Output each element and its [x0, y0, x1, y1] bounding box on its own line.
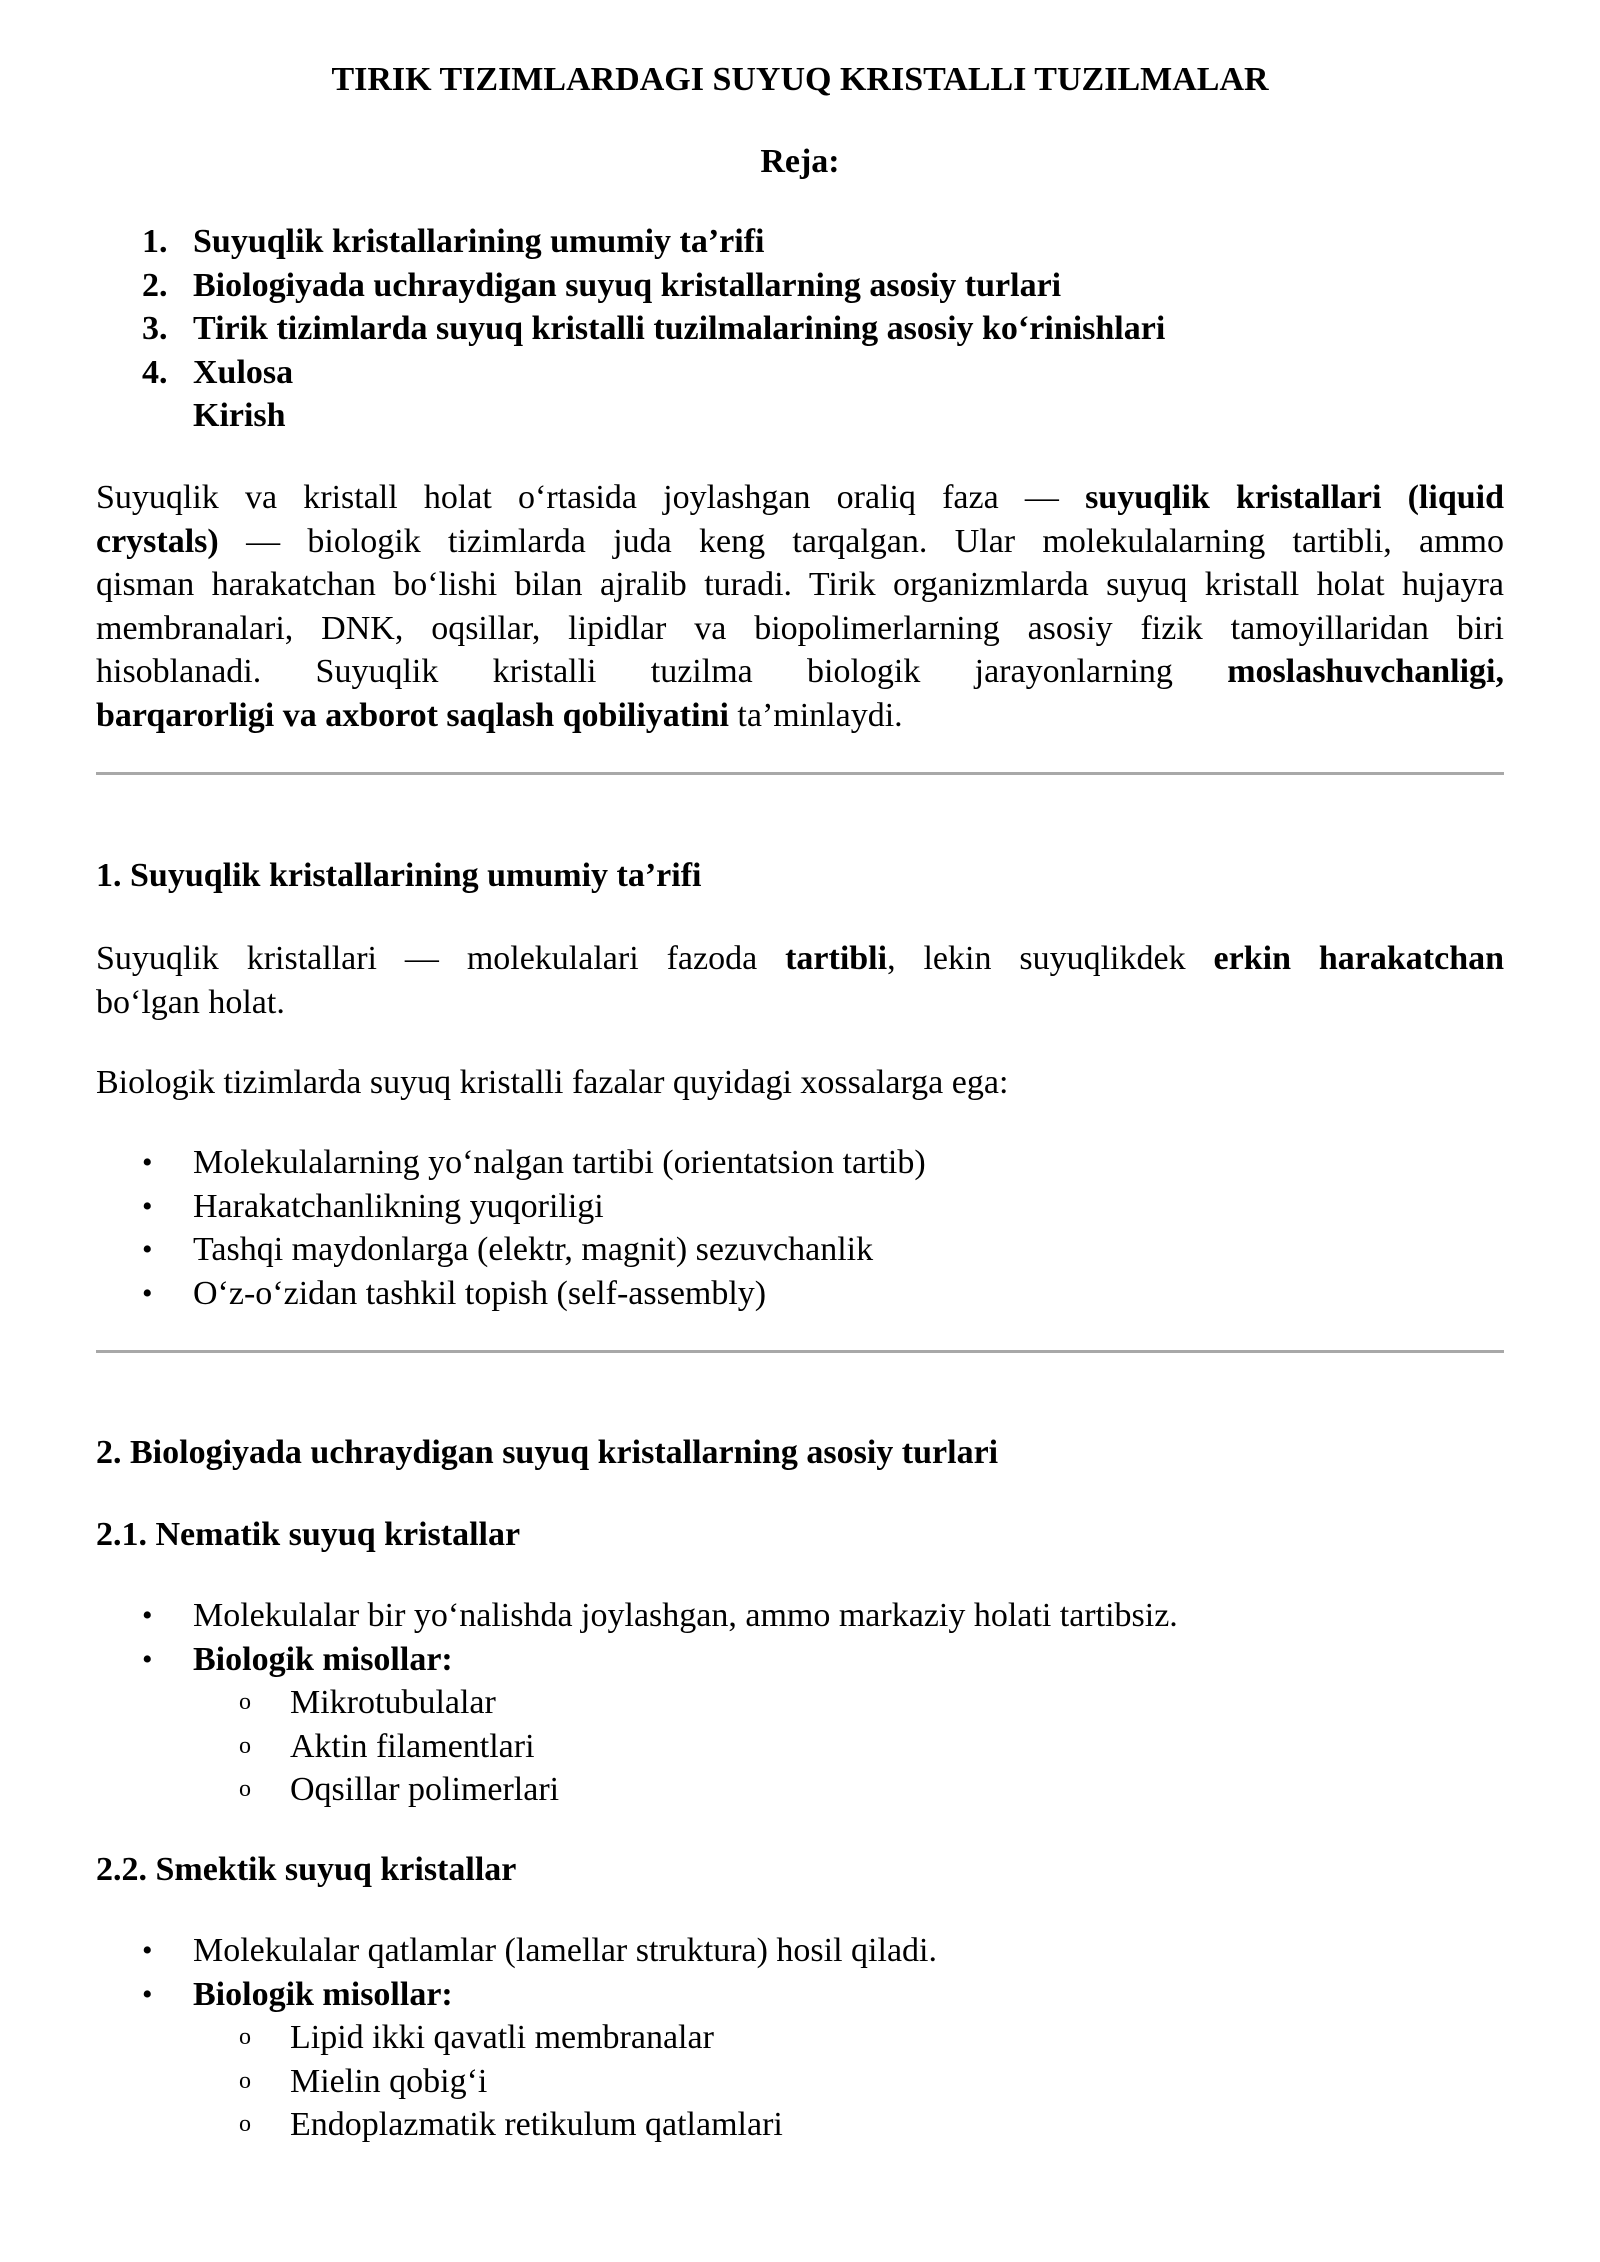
section2-heading: 2. Biologiyada uchraydigan suyuq kristallarning asosiy turlari: [96, 1434, 999, 1471]
plan-item: [96, 220, 1504, 264]
section1-paragraph-2: [96, 1061, 1504, 1105]
list-item-text: Molekulalarning yo‘nalgan tartibi (orientatsion tartib): [193, 1144, 926, 1181]
bullet-icon: •: [142, 1189, 153, 1223]
smectic-list: [96, 1929, 1504, 2147]
sub-list-item: [96, 1768, 1504, 1812]
text-run: Suyuqlik va kristall holat o‘rtasida joylashgan oraliq faza —: [96, 479, 1059, 516]
circle-bullet-icon: o: [239, 2067, 251, 2094]
sub-list-item: [96, 2103, 1504, 2147]
list-item-text: Molekulalar qatlamlar (lamellar struktura) hosil qiladi.: [193, 1932, 937, 1969]
plan-item-number: 4.: [142, 353, 168, 391]
list-item: [96, 1638, 1504, 1682]
text-run: ta’minlaydi.: [737, 696, 903, 734]
nematic-list: [96, 1594, 1504, 1812]
section1-heading: 1. Suyuqlik kristallarining umumiy ta’rifi: [96, 857, 702, 894]
text-run: membranalari, DNK, oqsillar, lipidlar va biopolimerlarning asosiy fizik tamoyillaridan biri: [96, 609, 1504, 647]
bold-run: moslashuvchanligi,: [1227, 653, 1504, 690]
plan-item: [96, 264, 1504, 308]
sub-list-item-text: Mikrotubulalar: [290, 1684, 496, 1721]
intro-line: [96, 476, 1504, 520]
document-title: TIRIK TIZIMLARDAGI SUYUQ KRISTALLI TUZILMALAR: [331, 61, 1269, 98]
circle-bullet-icon: o: [239, 2024, 251, 2050]
text-run: qisman harakatchan bo‘lishi bilan ajralib turadi. Tirik organizmlarda suyuq kristall holat hujayra: [96, 566, 1504, 603]
intro-paragraph: [96, 476, 1504, 737]
plan-item: [96, 351, 1504, 395]
list-item-text: Molekulalar bir yo‘nalishda joylashgan, ammo markaziy holati tartibsiz.: [193, 1597, 1178, 1634]
properties-list: [96, 1141, 1504, 1315]
list-item-text: Harakatchanlikning yuqoriligi: [193, 1187, 604, 1225]
sub-list-item: [96, 2016, 1504, 2060]
kirish-heading: Kirish: [193, 397, 286, 434]
list-item: [96, 1228, 1504, 1272]
plan-item-text: Tirik tizimlarda suyuq kristalli tuzilmalarining asosiy ko‘rinishlari: [193, 310, 1166, 347]
kirish-heading-row: [96, 394, 1504, 438]
paragraph-line: [96, 937, 1504, 981]
bullet-icon: •: [142, 1146, 153, 1179]
plan-item-text: Xulosa: [193, 353, 294, 391]
bold-run: crystals): [96, 522, 219, 560]
bullet-icon: •: [142, 1599, 153, 1632]
intro-line: [96, 650, 1504, 694]
plan-heading: Reja:: [760, 143, 840, 180]
plan-item-text: Biologiyada uchraydigan suyuq kristallarning asosiy turlari: [193, 266, 1062, 304]
bullet-icon: •: [142, 1642, 153, 1676]
text-run: hisoblanadi. Suyuqlik kristalli tuzilma biologik jarayonlarning: [96, 653, 1173, 690]
text-run: bo‘lgan holat.: [96, 983, 285, 1021]
sub-list-item: [96, 1681, 1504, 1725]
bullet-icon: •: [142, 1233, 153, 1266]
paragraph-line: [96, 981, 1504, 1025]
text-run: , lekin suyuqlikdek: [887, 940, 1186, 977]
plan-list: [96, 220, 1504, 438]
bold-run: erkin harakatchan: [1213, 940, 1505, 977]
plan-item-number: 2.: [142, 266, 168, 304]
sub-list-item-text: Aktin filamentlari: [290, 1727, 535, 1765]
sub-list-item-text: Lipid ikki qavatli membranalar: [290, 2019, 714, 2056]
circle-bullet-icon: o: [239, 1689, 251, 1715]
intro-line: [96, 607, 1504, 651]
circle-bullet-icon: o: [239, 2111, 251, 2137]
list-item-text: Biologik misollar:: [193, 1640, 453, 1678]
bullet-icon: •: [142, 1977, 153, 2011]
list-item-text: Biologik misollar:: [193, 1975, 453, 2013]
subsection-2-1-heading: 2.1. Nematik suyuq kristallar: [96, 1516, 521, 1553]
intro-line: [96, 694, 1504, 738]
text-run: — biologik tizimlarda juda keng tarqalgan. Ular molekulalarning tartibli, ammo: [246, 522, 1504, 560]
list-item: [96, 1594, 1504, 1638]
bold-run: tartibli: [785, 940, 888, 977]
list-item-text: O‘z-o‘zidan tashkil topish (self-assembly): [193, 1274, 767, 1312]
list-item: [96, 1185, 1504, 1229]
bold-run: barqarorligi va axborot saqlash qobiliyatini: [96, 696, 729, 734]
plan-item-text: Suyuqlik kristallarining umumiy ta’rifi: [193, 223, 765, 260]
horizontal-rule: [96, 772, 1504, 775]
list-item-text: Tashqi maydonlarga (elektr, magnit) sezuvchanlik: [193, 1231, 874, 1268]
circle-bullet-icon: o: [239, 1776, 251, 1802]
list-item: [96, 1141, 1504, 1185]
circle-bullet-icon: o: [239, 1732, 251, 1759]
sub-list-item-text: Oqsillar polimerlari: [290, 1771, 560, 1808]
plan-item-number: 1.: [142, 223, 168, 260]
intro-line: [96, 563, 1504, 607]
intro-line: [96, 520, 1504, 564]
plan-item: [96, 307, 1504, 351]
bullet-icon: •: [142, 1934, 153, 1967]
sub-list-item-text: Endoplazmatik retikulum qatlamlari: [290, 2106, 783, 2143]
plan-item-number: 3.: [142, 310, 168, 347]
bold-run: suyuqlik kristallari (liquid: [1085, 479, 1504, 516]
sub-list-item: [96, 1725, 1504, 1769]
bullet-icon: •: [142, 1276, 153, 1310]
subsection-2-2-heading: 2.2. Smektik suyuq kristallar: [96, 1851, 517, 1888]
list-item: [96, 1272, 1504, 1316]
text-run: Suyuqlik kristallari — molekulalari fazoda: [96, 940, 758, 977]
horizontal-rule: [96, 1350, 1504, 1353]
list-item: [96, 1973, 1504, 2017]
paragraph-line: Biologik tizimlarda suyuq kristalli fazalar quyidagi xossalarga ega:: [96, 1064, 1009, 1101]
list-item: [96, 1929, 1504, 1973]
section1-paragraph-1: [96, 937, 1504, 1024]
sub-list-item: [96, 2060, 1504, 2104]
sub-list-item-text: Mielin qobig‘i: [290, 2062, 488, 2100]
